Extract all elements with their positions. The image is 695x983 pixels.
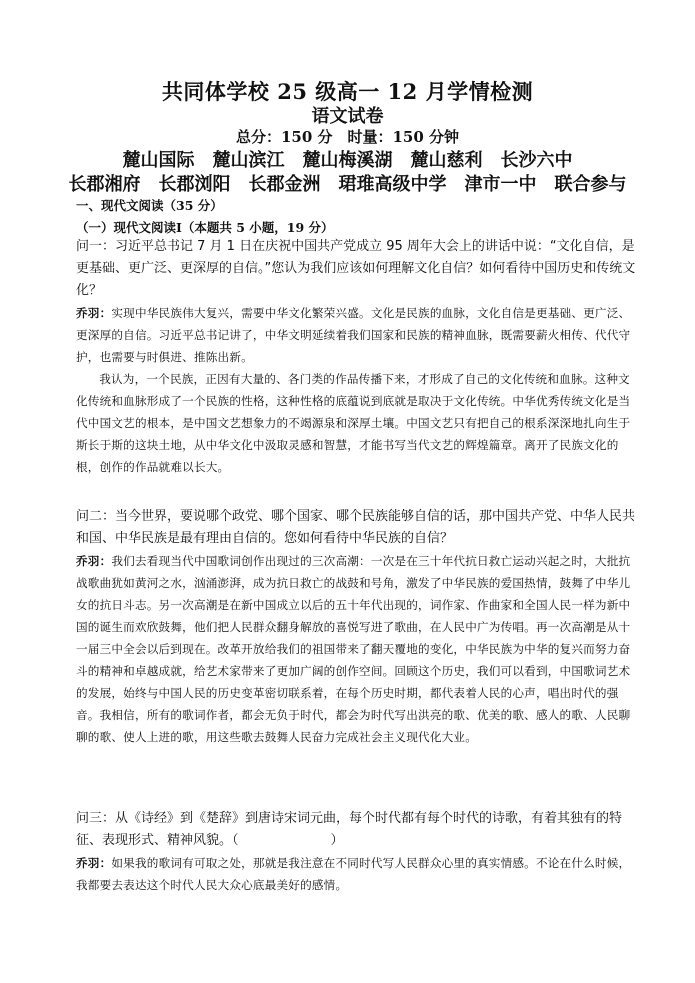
exam-subtitle: 语文试卷 bbox=[311, 106, 384, 127]
question-3-close: ） bbox=[330, 833, 344, 848]
question-3-text: 问三：从《诗经》到《楚辞》到唐诗宋词元曲，每个时代都有每个时代的诗歌，有着其独有的特征、表现形式、精神风貌。（ bbox=[76, 811, 623, 848]
school-list-line-2: 长郡湘府 长郡浏阳 长郡金洲 珺琟高级中学 津市一中 联合参与 bbox=[68, 174, 627, 195]
answer-3-paragraph bbox=[76, 852, 636, 896]
question-2: 问二：当今世界，要说哪个政党、哪个国家、哪个民族能够自信的话，那中国共产党、中华人民共和国、中华民族是最有理由自信的。您如何看待中华民族的自信？ bbox=[76, 509, 636, 546]
answer-label: 乔羽： bbox=[76, 554, 112, 568]
subsection-heading: （一）现代文阅读Ⅰ（本题共 5 小题，19 分） bbox=[76, 220, 334, 235]
question-1: 问一：习近平总书记 7 月 1 日在庆祝中国共产党成立 95 周年大会上的讲话中说：“文化自信，是更基础、更广泛、更深厚的自信。”您认为我们应该如何理解文化自信？如何看待中国历史和传统文化？ bbox=[76, 239, 636, 298]
answer-text: 实现中华民族伟大复兴，需要中华文化繁荣兴盛。文化是民族的血脉，文化自信是更基础、更广泛、更深厚的自信。习近平总书记讲了，中华文明延续着我们国家和民族的精神血脉，既需要薪火相传、代代守护，也需要与时俱进、推陈出新。 bbox=[76, 306, 631, 364]
answer-2-paragraph bbox=[76, 550, 636, 748]
school-list-line-1: 麓山国际 麓山滨江 麓山梅溪湖 麓山慈利 长沙六中 bbox=[122, 150, 573, 171]
answer-1-paragraph-1 bbox=[76, 302, 636, 368]
exam-title: 共同体学校 25 级高一 12 月学情检测 bbox=[161, 79, 534, 104]
section-heading: 一、现代文阅读（35 分） bbox=[76, 198, 223, 213]
answer-text: 如果我的歌词有可取之处，那就是我注意在不同时代写人民群众心里的真实情感。不论在什么时候，我都要去表达这个时代人民大众心底最美好的感情。 bbox=[76, 856, 631, 892]
exam-meta: 总分：150 分 时量：150 分钟 bbox=[235, 128, 460, 146]
answer-text: 我们去看现当代中国歌词创作出现过的三次高潮：一次是在三十年代抗日救亡运动兴起之时，大批抗战歌曲犹如黄河之水，汹涌澎湃，成为抗日救亡的战鼓和号角，激发了中华民族的爱国热情，鼓舞了中华儿女的抗日斗志。另一次高潮是在新中国成立以后的五十年代出现的，词作家、作曲家和全国人民一样为新中国的诞生而欢欣鼓舞，他们把人民群众翻身解放的喜悦写进了歌曲，在人民中广为传唱。再一次高潮是从十一届三中全会以后到现在。改革开放给我们的祖国带来了翻天覆地的变化，中华民族为中华的复兴而努力奋斗的精神和卓越成就，给艺术家带来了更加广阔的创作空间。回顾这个历史，我们可以看到，中国歌词艺术的发展，始终与中国人民的历史变革密切联系着，在每个历史时期，都代表着人民的心声，唱出时代的强音。我相信，所有的歌词作者，都会无负于时代，都会为时代写出洪亮的歌、优美的歌、感人的歌、人民聊聊的歌、使人上进的歌，用这些歌去鼓舞人民奋力完成社会主义现代化大业。 bbox=[76, 554, 631, 744]
answer-label: 乔羽： bbox=[76, 856, 112, 870]
answer-label: 乔羽： bbox=[76, 306, 112, 320]
question-3 bbox=[76, 808, 636, 852]
answer-1-paragraph-2: 我认为，一个民族，正因有大量的、各门类的作品传播下来，才形成了自己的文化传统和血脉。这种文化传统和血脉形成了一个民族的性格，这种性格的底蕴说到底就是取决于文化传统。中华优秀传统文化是当代中国文艺的根本，是中国文艺想象力的不竭源泉和深厚土壤。中国文艺只有把自己的根系深深地扎向生于斯长于斯的这块土地，从中华文化中汲取灵感和智慧，才能书写当代文艺的辉煌篇章。离开了民族文化的根，创作的作品就难以长大。 bbox=[76, 372, 631, 474]
